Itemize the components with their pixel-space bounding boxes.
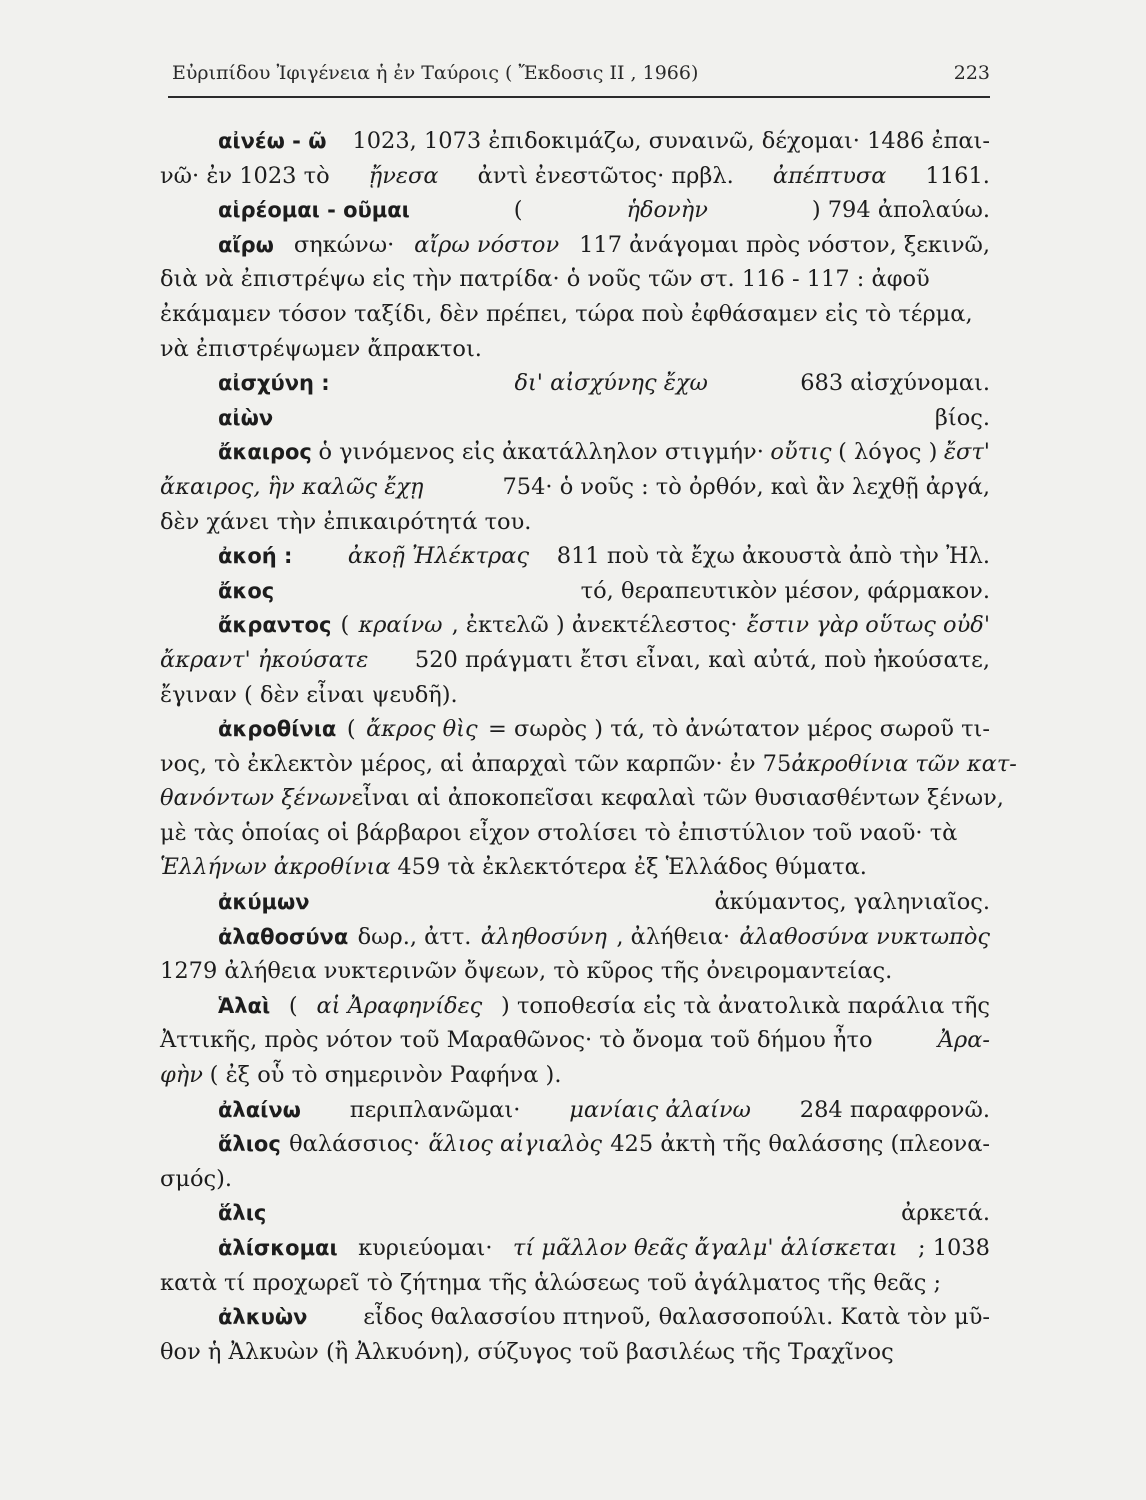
definition-text: 1161.: [925, 162, 990, 189]
entry-headword: αἰσχύνη :: [218, 371, 330, 396]
text-line: [160, 1266, 990, 1301]
definition-text: ἐκάμαμεν τόσον ταξίδι, δὲν πρέπει, τώρα ποὺ ἐφθάσαμεν εἰς τὸ τέρμα,: [160, 300, 973, 327]
entry-headword: ἄκος: [218, 578, 275, 603]
italic-citation: μανίαις ἀλαίνω: [569, 1096, 751, 1123]
text-line: [160, 712, 990, 747]
entry-headword: αἰνέω - ῶ: [218, 129, 327, 153]
entry-headword: ἄκραντος: [218, 613, 332, 638]
page-number: 223: [953, 62, 990, 84]
header-rule: [168, 96, 990, 98]
italic-citation: ἔστ': [943, 439, 990, 466]
definition-text: 811 ποὺ τὰ ἔχω ἀκουστὰ ἀπὸ τὴν Ἠλ.: [556, 543, 990, 570]
definition-text: εἶναι αἱ ἀποκοπεῖσαι κεφαλαὶ τῶν θυσιασθέντων ξένων,: [351, 785, 1004, 812]
definition-text: ) τοποθεσία εἰς τὰ ἀνατολικὰ παράλια τῆς: [501, 992, 990, 1019]
text-line: [160, 124, 990, 159]
italic-citation: ἀπέπτυσα: [772, 162, 887, 189]
text-line: [160, 539, 990, 574]
definition-text: νος, τὸ ἐκλεκτὸν μέρος, αἱ ἀπαρχαὶ τῶν καρπῶν· ἐν 75: [160, 750, 792, 777]
text-line: [160, 1335, 990, 1370]
italic-citation: Ἑλλήνων ἀκροθίνια: [160, 854, 391, 881]
entry-headword: ἅλις: [218, 1201, 267, 1226]
entry-headword: ἀλαίνω: [218, 1097, 301, 1122]
definition-text: 1023, 1073 ἐπιδοκιμάζω, συναινῶ, δέχομαι· 1486 ἐπαι-: [352, 128, 990, 154]
text-line: [160, 781, 1004, 816]
text-line: [160, 193, 990, 228]
entry-headword: αἱρέομαι - οῦμαι: [218, 198, 410, 223]
text-line: [160, 332, 990, 367]
text-line: [160, 470, 990, 505]
text-line: [160, 678, 990, 713]
text-line: [160, 1231, 990, 1266]
definition-text: 425 ἀκτὴ τῆς θαλάσσης (πλεονα-: [610, 1131, 990, 1158]
definition-text: σμός).: [160, 1165, 233, 1192]
definition-text: 1279 ἀλήθεια νυκτερινῶν ὄψεων, τὸ κῦρος τῆς ὀνειρομαντείας.: [160, 958, 893, 985]
text-line: [160, 435, 990, 470]
definition-text: 520 πράγματι ἔτσι εἶναι, καὶ αὐτά, ποὺ ἠκούσατε,: [414, 646, 990, 673]
definition-text: ( ἐξ οὗ τὸ σημερινὸν Ραφήνα ).: [209, 1062, 562, 1089]
text-line: [160, 401, 990, 436]
entry-headword: ἁλίσκομαι: [218, 1236, 338, 1260]
text-line: [160, 816, 990, 851]
italic-citation: ἀλαθοσύνα νυκτωπὸς: [739, 923, 990, 950]
definition-text: τό, θεραπευτικὸν μέσον, φάρμακον.: [580, 577, 990, 604]
text-line: [160, 989, 990, 1024]
definition-text: 117 ἀνάγομαι πρὸς νόστον, ξεκινῶ,: [579, 231, 990, 258]
text-line: [160, 228, 990, 263]
definition-text: ἀντὶ ἐνεστῶτος· πρβλ.: [477, 162, 734, 189]
text-line: [160, 850, 990, 885]
entry-headword: ἀκοή :: [218, 544, 293, 569]
entry-headword: ἀκύμων: [218, 890, 310, 915]
italic-citation: ἡδονὴν: [626, 197, 708, 224]
definition-text: ; 1038: [918, 1235, 990, 1261]
text-line: [160, 1196, 990, 1231]
definition-text: θον ἡ Ἀλκυὼν (ἢ Ἀλκυόνη), σύζυγος τοῦ βασιλέως τῆς Τραχῖνος: [160, 1338, 894, 1365]
entry-headword: ἀκροθίνια: [218, 717, 337, 742]
definition-text: (: [346, 716, 356, 743]
header-title: Εὐριπίδου Ἰφιγένεια ἡ ἐν Ταύροις ( Ἔκδοσις ΙΙ , 1966): [172, 62, 699, 84]
italic-citation: ἀκοῇ Ἠλέκτρας: [347, 543, 530, 570]
italic-citation: ἄκραντ' ἠκούσατε: [160, 646, 369, 673]
running-header: [168, 60, 990, 90]
italic-citation: Ἀρα-: [937, 1027, 990, 1054]
text-line: [160, 159, 990, 194]
definition-text: κατὰ τί προχωρεῖ τὸ ζήτημα τῆς ἁλώσεως τοῦ ἀγάλματος τῆς θεᾶς ;: [160, 1269, 942, 1296]
definition-text: ὁ γινόμενος εἰς ἀκατάλληλον στιγμήν·: [318, 439, 764, 466]
definition-text: νὰ ἐπιστρέψωμεν ἄπρακτοι.: [160, 335, 482, 362]
entry-headword: ἀλαθοσύνα: [218, 924, 349, 949]
text-line: [160, 297, 990, 332]
text-line: [160, 643, 990, 678]
italic-citation: ἀκροθίνια τῶν κατ-: [791, 750, 1017, 777]
text-line: [160, 608, 990, 643]
entry-headword: αἰὼν: [218, 405, 274, 430]
italic-citation: αἴρω νόστον: [414, 231, 560, 258]
text-line: [160, 1023, 990, 1058]
definition-text: Ἀττικῆς, πρὸς νότον τοῦ Μαραθῶνος· τὸ ὄνομα τοῦ δήμου ἦτο: [160, 1027, 873, 1054]
text-line: [160, 1093, 990, 1128]
italic-citation: ἅλιος αἰγιαλὸς: [428, 1131, 602, 1158]
text-line: [160, 954, 990, 989]
text-line: [160, 1300, 990, 1335]
text-line: [160, 1058, 990, 1093]
definition-text: ἔγιναν ( δὲν εἶναι ψευδῆ).: [160, 681, 458, 708]
definition-text: περιπλανῶμαι·: [349, 1096, 521, 1123]
italic-citation: οὔτις: [770, 439, 832, 466]
italic-citation: ἔστιν γὰρ οὕτως οὐδ': [746, 612, 990, 639]
italic-citation: δι' αἰσχύνης ἔχω: [514, 370, 708, 397]
italic-citation: αἱ Ἀραφηνίδες: [316, 992, 483, 1019]
definition-text: , ἐκτελῶ ) ἀνεκτέλεστος·: [451, 612, 738, 639]
italic-citation: κραίνω: [358, 612, 443, 639]
text-line: [160, 574, 990, 609]
glossary-body: [160, 124, 1017, 1369]
definition-text: δωρ., ἀττ.: [357, 923, 472, 950]
definition-text: βίος.: [934, 404, 990, 431]
definition-text: (: [340, 612, 350, 639]
definition-text: ἀκύμαντος, γαληνιαῖος.: [714, 889, 990, 916]
definition-text: 754· ὁ νοῦς : τὸ ὀρθόν, καὶ ἂν λεχθῇ ἀργά,: [502, 473, 990, 500]
definition-text: ) 794 ἀπολαύω.: [811, 197, 990, 224]
italic-citation: φὴν: [160, 1062, 203, 1089]
definition-text: εἶδος θαλασσίου πτηνοῦ, θαλασσοπούλι. Κατὰ τὸν μῦ-: [363, 1304, 990, 1331]
italic-citation: τί μᾶλλον θεᾶς ἄγαλμ' ἁλίσκεται: [512, 1235, 898, 1261]
definition-text: ἀρκετά.: [901, 1200, 990, 1227]
definition-text: δὲν χάνει τὴν ἐπικαιρότητά του.: [160, 508, 532, 535]
text-line: [160, 366, 990, 401]
text-line: [160, 885, 990, 920]
definition-text: μὲ τὰς ὁποίας οἱ βάρβαροι εἶχον στολίσει τὸ ἐπιστύλιον τοῦ ναοῦ· τὰ: [160, 819, 958, 846]
text-line: [160, 505, 990, 540]
definition-text: διὰ νὰ ἐπιστρέψω εἰς τὴν πατρίδα· ὁ νοῦς τῶν στ. 116 - 117 : ἀφοῦ: [160, 266, 930, 293]
italic-citation: ἄκαιρος, ἣν καλῶς ἔχῃ: [160, 473, 424, 500]
definition-text: (: [288, 992, 298, 1019]
entry-headword: αἴρω: [218, 232, 274, 257]
definition-text: 683 αἰσχύνομαι.: [800, 370, 990, 397]
text-line: [160, 747, 1017, 782]
entry-headword: ἀλκυὼν: [218, 1305, 308, 1330]
italic-citation: ἀληθοσύνη: [480, 923, 608, 950]
text-line: [160, 262, 990, 297]
definition-text: = σωρὸς ) τά, τὸ ἀνώτατον μέρος σωροῦ τι-: [488, 716, 990, 743]
definition-text: κυριεύομαι·: [358, 1235, 493, 1261]
text-line: [160, 1127, 990, 1162]
entry-headword: Ἁλαὶ: [218, 993, 271, 1018]
italic-citation: θανόντων ξένων: [160, 785, 352, 812]
definition-text: νῶ· ἐν 1023 τὸ: [160, 162, 330, 189]
entry-headword: ἄκαιρος: [218, 440, 312, 465]
definition-text: 459 τὰ ἐκλεκτότερα ἐξ Ἑλλάδος θύματα.: [397, 854, 867, 881]
definition-text: σηκώνω·: [293, 231, 395, 258]
text-line: [160, 1162, 990, 1197]
definition-text: 284 παραφρονῶ.: [799, 1096, 990, 1123]
definition-text: ( λόγος ): [838, 439, 938, 466]
definition-text: , ἀλήθεια·: [616, 923, 730, 950]
italic-citation: ᾔνεσα: [368, 162, 439, 189]
definition-text: (: [513, 197, 523, 224]
entry-headword: ἅλιος: [218, 1132, 281, 1157]
italic-citation: ἄκρος θὶς: [366, 716, 478, 743]
definition-text: θαλάσσιος·: [289, 1131, 421, 1158]
text-line: [160, 920, 990, 955]
